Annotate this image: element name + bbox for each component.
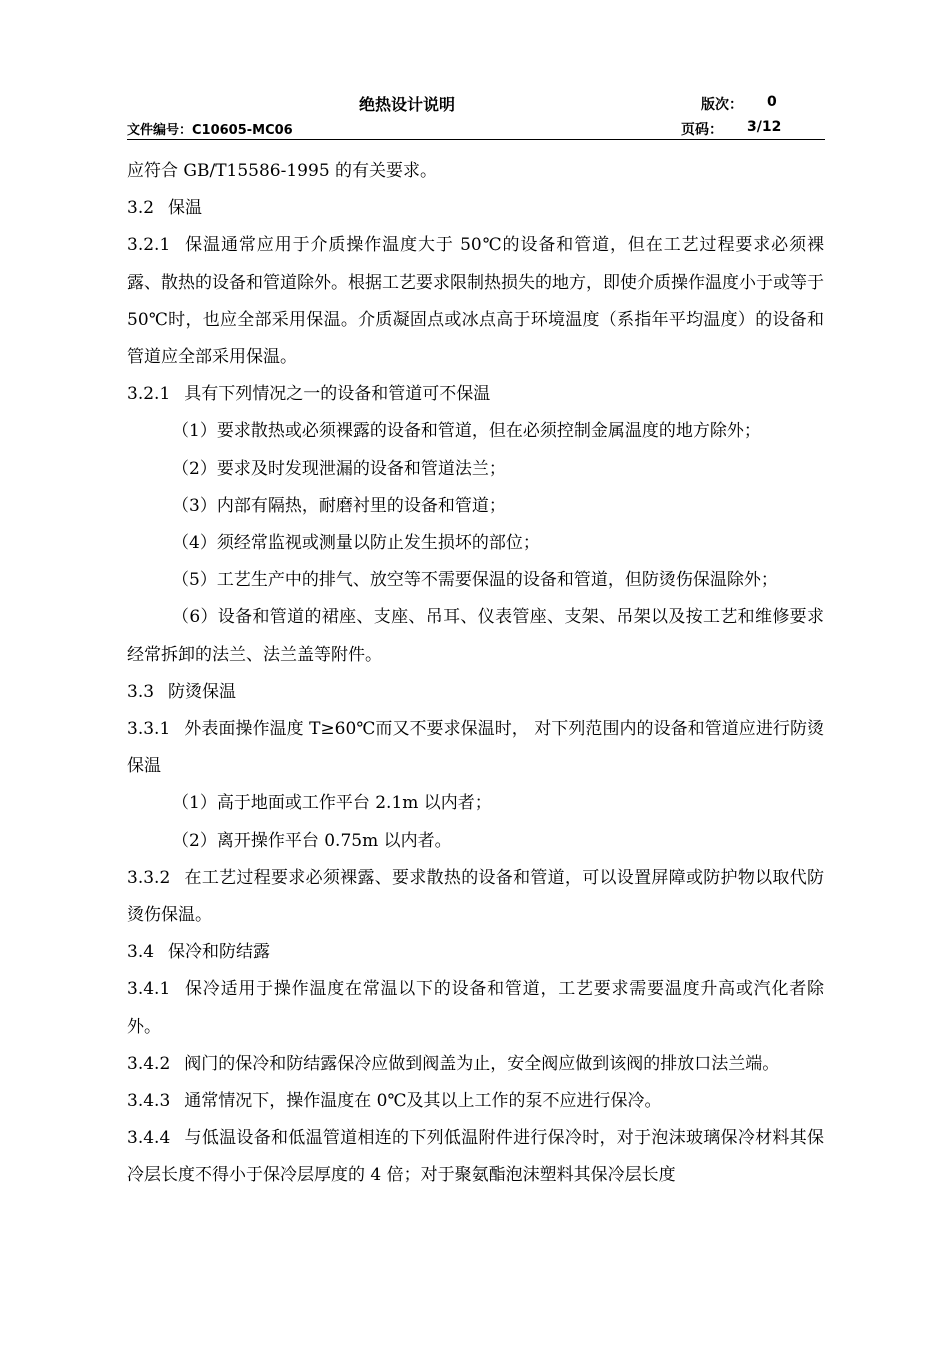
list-item: （1）要求散热或必须裸露的设备和管道，但在必须控制金属温度的地方除外； <box>172 421 761 442</box>
section-number: 3.4 <box>127 942 155 963</box>
clause-text: 通常情况下，操作温度在 0℃及其以上工作的泵不应进行保冷。 <box>184 1091 662 1112</box>
revision-label: 版次： <box>701 97 743 113</box>
list-item: （2）要求及时发现泄漏的设备和管道法兰； <box>172 458 506 479</box>
clause-number: 3.4.2 <box>127 1053 171 1074</box>
paragraph <box>127 376 824 413</box>
section-heading <box>127 190 824 227</box>
page-number: 3/12 <box>747 119 782 135</box>
document-number: 文件编号：C10605-MC06 <box>127 123 293 138</box>
clause-number: 3.2.1 <box>127 384 171 405</box>
clause-text: 与低温设备和低温管道相连的下列低温附件进行保冷时，对于泡沫玻璃保冷材料其保冷层长度不得小于保冷层厚度的 4 倍；对于聚氨酯泡沫塑料其保冷层长度 <box>127 1128 824 1186</box>
clause-number: 3.4.1 <box>127 979 171 1000</box>
paragraph <box>127 1083 824 1120</box>
clause-text: 阀门的保冷和防结露保冷应做到阀盖为止，安全阀应做到该阀的排放口法兰端。 <box>184 1053 780 1074</box>
paragraph-text: 应符合 GB/T15586-1995 的有关要求。 <box>127 161 438 181</box>
section-number: 3.2 <box>127 198 155 219</box>
paragraph <box>127 1046 824 1083</box>
clause-number: 3.4.3 <box>127 1091 171 1112</box>
list-item: （5）工艺生产中的排气、放空等不需要保温的设备和管道，但防烫伤保温除外； <box>172 570 778 591</box>
document-title: 绝热设计说明 <box>358 95 455 114</box>
section-title: 保温 <box>168 198 203 219</box>
section-heading <box>127 934 824 971</box>
clause-text: 具有下列情况之一的设备和管道可不保温 <box>184 384 491 405</box>
clause-number: 3.3.2 <box>127 867 171 888</box>
paragraph <box>127 860 824 934</box>
clause-text: 保温通常应用于介质操作温度大于 50℃的设备和管道，但在工艺过程要求必须裸露、散热的设备和管道除外。根据工艺要求限制热损失的地方，即使介质操作温度小于或等于 50℃时，也应全部采用保温。介质凝固点或冰点高于环境温度（系指年平均温度）的设备和管道应全部采用保温。 <box>127 235 824 368</box>
clause-number: 3.4.4 <box>127 1128 171 1149</box>
clause-number: 3.2.1 <box>127 235 171 256</box>
paragraph <box>127 711 824 785</box>
clause-number: 3.3.1 <box>127 719 171 740</box>
list-item: （2）离开操作平台 0.75m 以内者。 <box>172 830 452 851</box>
clause-text: 保冷适用于操作温度在常温以下的设备和管道，工艺要求需要温度升高或汽化者除外。 <box>127 979 824 1037</box>
section-number: 3.3 <box>127 681 155 702</box>
page-header <box>127 88 825 140</box>
clause-text: 在工艺过程要求必须裸露、要求散热的设备和管道，可以设置屏障或防护物以取代防烫伤保温。 <box>127 867 824 926</box>
header-divider <box>127 139 825 140</box>
paragraph <box>127 227 824 376</box>
clause-text: 外表面操作温度 T≥60℃而又不要求保温时， 对下列范围内的设备和管道应进行防烫保温 <box>127 719 824 777</box>
list-item: （6）设备和管道的裙座、支座、吊耳、仪表管座、支架、吊架以及按工艺和维修要求经常拆卸的法兰、法兰盖等附件。 <box>127 607 824 665</box>
paragraph <box>127 153 824 190</box>
list-item: （1）高于地面或工作平台 2.1m 以内者； <box>172 793 492 814</box>
paragraph <box>127 1120 824 1194</box>
section-title: 防烫保温 <box>168 681 237 702</box>
document-body <box>127 153 824 1195</box>
list-item: （3）内部有隔热，耐磨衬里的设备和管道； <box>172 495 506 516</box>
section-title: 保冷和防结露 <box>168 942 271 963</box>
revision-value: 0 <box>767 94 777 110</box>
list-item: （4）须经常监视或测量以防止发生损坏的部位； <box>172 533 540 554</box>
paragraph <box>127 971 824 1045</box>
page-label: 页码： <box>681 122 723 138</box>
section-heading <box>127 674 824 711</box>
